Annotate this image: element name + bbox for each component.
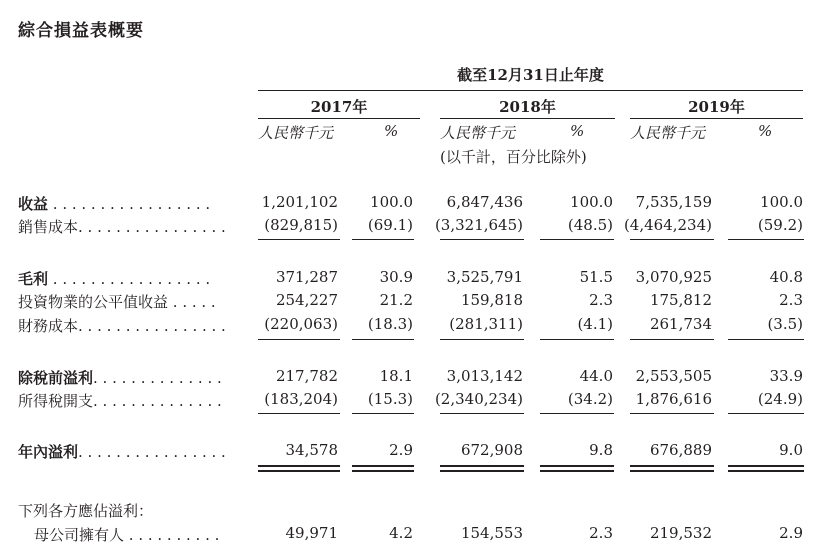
cell-v2019: 1,876,616 xyxy=(635,390,712,408)
cell-p2018: (34.2) xyxy=(567,390,613,408)
subtotal-rule xyxy=(630,239,714,240)
cell-p2018: (48.5) xyxy=(567,216,613,234)
cell-p2017: 2.9 xyxy=(389,441,413,459)
cell-v2018: 672,908 xyxy=(460,441,523,459)
table-row xyxy=(0,216,831,236)
cell-p2018: 100.0 xyxy=(570,193,613,211)
table-row xyxy=(0,291,831,311)
cell-v2017: 217,782 xyxy=(275,367,338,385)
row-label xyxy=(18,441,226,462)
unit-note: (以千計，百分比除外) xyxy=(440,148,587,166)
cell-v2017: 49,971 xyxy=(285,524,338,542)
cell-v2017: 254,227 xyxy=(275,291,338,309)
subtotal-rule xyxy=(630,413,714,414)
year-2019-header: 2019年 xyxy=(688,98,745,116)
cell-v2019: 261,734 xyxy=(649,315,712,333)
cell-p2018: 9.8 xyxy=(589,441,613,459)
year-2018-header: 2018年 xyxy=(499,98,556,116)
cell-v2018: (3,321,645) xyxy=(434,216,523,234)
subtotal-rule xyxy=(728,239,804,240)
subtotal-rule xyxy=(258,339,340,340)
row-label xyxy=(18,216,226,237)
cell-p2019: 100.0 xyxy=(760,193,803,211)
subtotal-rule xyxy=(540,239,614,240)
subtotal-rule xyxy=(352,413,414,414)
row-label xyxy=(18,315,226,336)
subtotal-rule xyxy=(440,339,524,340)
cell-v2017: 34,578 xyxy=(285,441,338,459)
year-2017-rule xyxy=(258,118,420,119)
cell-p2017: 4.2 xyxy=(389,524,413,542)
cell-p2018: (4.1) xyxy=(577,315,613,333)
cell-p2019: 2.3 xyxy=(779,291,803,309)
row-label xyxy=(18,268,210,289)
cell-p2017: 21.2 xyxy=(379,291,413,309)
period-rule xyxy=(258,90,803,91)
year-2019-rule xyxy=(630,118,803,119)
cell-v2017: (183,204) xyxy=(264,390,338,408)
cell-v2019: 7,535,159 xyxy=(635,193,712,211)
subtotal-rule xyxy=(258,239,340,240)
unit-label-2017: 人民幣千元 xyxy=(258,124,334,142)
row-label xyxy=(18,500,153,521)
table-row xyxy=(0,268,831,288)
cell-v2019: 676,889 xyxy=(649,441,712,459)
row-label-text: 除稅前溢利 xyxy=(18,369,94,387)
cell-v2018: 3,013,142 xyxy=(446,367,523,385)
row-label-text: 下列各方應佔溢利： xyxy=(18,502,154,520)
row-label xyxy=(18,291,216,312)
cell-v2019: 2,553,505 xyxy=(635,367,712,385)
cell-p2018: 44.0 xyxy=(579,367,613,385)
total-double-rule xyxy=(540,465,614,472)
row-label-text: 母公司擁有人 xyxy=(34,526,125,544)
cell-p2017: 100.0 xyxy=(370,193,413,211)
row-label-text: 所得稅開支 xyxy=(18,392,94,410)
cell-p2019: 40.8 xyxy=(769,268,803,286)
cell-p2019: 9.0 xyxy=(779,441,803,459)
row-label-text: 銷售成本 xyxy=(18,218,79,236)
pct-label-2017: % xyxy=(384,122,399,140)
pct-label-2018: % xyxy=(570,122,585,140)
subtotal-rule xyxy=(440,413,524,414)
cell-v2017: (220,063) xyxy=(264,315,338,333)
cell-v2019: 219,532 xyxy=(649,524,712,542)
cell-v2018: 154,553 xyxy=(460,524,523,542)
cell-v2018: (281,311) xyxy=(449,315,523,333)
leader-dots: . . . . . . . . . . xyxy=(124,526,220,544)
table-row xyxy=(0,524,831,544)
cell-v2018: 159,818 xyxy=(460,291,523,309)
subtotal-rule xyxy=(352,239,414,240)
row-label-text: 年內溢利 xyxy=(18,443,79,461)
year-2017-header: 2017年 xyxy=(310,98,368,116)
cell-p2018: 2.3 xyxy=(589,524,613,542)
row-label xyxy=(18,390,222,411)
leader-dots: . . . . . . . . . . . . . . . . xyxy=(78,443,226,461)
total-double-rule xyxy=(352,465,414,472)
leader-dots: . . . . . . . . . . . . . . . . xyxy=(78,317,226,335)
leader-dots: . . . . . . . . . . . . . . . . xyxy=(78,218,226,236)
page-title: 綜合損益表概要 xyxy=(18,21,144,41)
unit-label-2019: 人民幣千元 xyxy=(630,124,706,142)
leader-dots: . . . . . xyxy=(168,293,216,311)
cell-v2018: 3,525,791 xyxy=(446,268,523,286)
leader-dots: . . . . . . . . . . . . . . xyxy=(93,369,222,387)
cell-p2019: 2.9 xyxy=(779,524,803,542)
subtotal-rule xyxy=(540,413,614,414)
cell-p2018: 2.3 xyxy=(589,291,613,309)
cell-v2019: 175,812 xyxy=(649,291,712,309)
table-row xyxy=(0,390,831,410)
subtotal-rule xyxy=(728,339,804,340)
cell-v2019: (4,464,234) xyxy=(623,216,712,234)
row-label xyxy=(34,524,219,545)
total-double-rule xyxy=(258,465,340,472)
table-row xyxy=(0,441,831,461)
cell-p2018: 51.5 xyxy=(579,268,613,286)
row-label xyxy=(18,367,222,388)
row-label-text: 投資物業的公平值收益 xyxy=(18,293,169,311)
cell-v2017: 371,287 xyxy=(275,268,338,286)
row-label-text: 毛利 xyxy=(18,270,49,288)
total-double-rule xyxy=(728,465,804,472)
table-row xyxy=(0,500,831,520)
total-double-rule xyxy=(440,465,524,472)
cell-p2019: (3.5) xyxy=(767,315,803,333)
subtotal-rule xyxy=(630,339,714,340)
subtotal-rule xyxy=(258,413,340,414)
cell-p2017: 30.9 xyxy=(379,268,413,286)
cell-v2017: (829,815) xyxy=(264,216,338,234)
cell-p2019: (24.9) xyxy=(757,390,803,408)
row-label-text: 財務成本 xyxy=(18,317,79,335)
cell-v2018: 6,847,436 xyxy=(446,193,523,211)
total-double-rule xyxy=(630,465,714,472)
cell-p2017: (69.1) xyxy=(367,216,413,234)
cell-v2018: (2,340,234) xyxy=(434,390,523,408)
cell-p2019: 33.9 xyxy=(769,367,803,385)
unit-label-2018: 人民幣千元 xyxy=(440,124,516,142)
cell-v2017: 1,201,102 xyxy=(261,193,338,211)
period-header: 截至12月31日止年度 xyxy=(457,66,604,84)
year-2018-rule xyxy=(440,118,615,119)
subtotal-rule xyxy=(728,413,804,414)
row-label-text: 收益 xyxy=(18,195,49,213)
cell-p2019: (59.2) xyxy=(757,216,803,234)
table-row xyxy=(0,367,831,387)
cell-p2017: 18.1 xyxy=(379,367,413,385)
cell-p2017: (18.3) xyxy=(367,315,413,333)
subtotal-rule xyxy=(540,339,614,340)
row-label xyxy=(18,193,210,214)
table-row xyxy=(0,193,831,213)
subtotal-rule xyxy=(352,339,414,340)
table-row xyxy=(0,315,831,335)
cell-p2017: (15.3) xyxy=(367,390,413,408)
pct-label-2019: % xyxy=(758,122,773,140)
leader-dots: . . . . . . . . . . . . . . xyxy=(93,392,222,410)
leader-dots: . . . . . . . . . . . . . . . . . xyxy=(48,195,211,213)
subtotal-rule xyxy=(440,239,524,240)
leader-dots: . . . . . . . . . . . . . . . . . xyxy=(48,270,211,288)
cell-v2019: 3,070,925 xyxy=(635,268,712,286)
